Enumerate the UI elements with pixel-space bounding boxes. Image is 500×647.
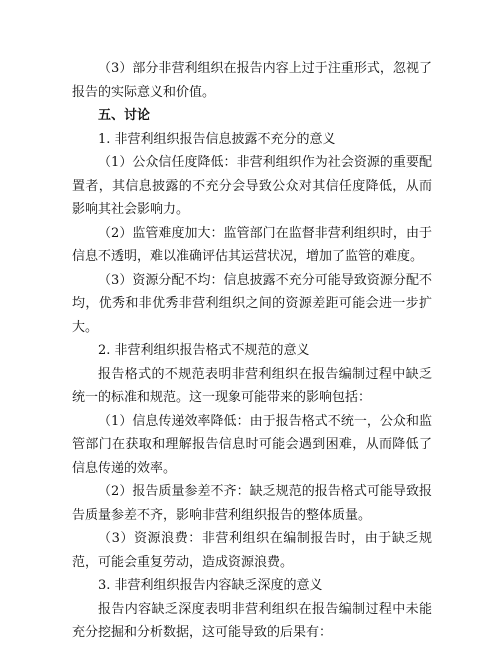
section-heading-discussion: 五、讨论 [98,108,151,123]
paragraph-depth-intro: 报告内容缺乏深度表明非营利组织在报告编制过程中未能充分挖掘和分析数据，这可能导致的后果有： [72,601,432,640]
subheading-content-depth: 3. 非营利组织报告内容缺乏深度的意义 [98,578,323,593]
paragraph-resource-waste: （3）资源浪费：非营利组织在编制报告时，由于缺乏规范，可能会重复劳动，造成资源浪费。 [72,531,432,570]
subheading-format-irregular: 2. 非营利组织报告格式不规范的意义 [98,343,310,358]
document-body [72,57,432,645]
paragraph-regulation-difficulty: （2）监管难度加大：监管部门在监督非营利组织时，由于信息不透明，难以准确评估其运营状况，增加了监管的难度。 [72,225,432,264]
subheading-disclosure-insufficient: 1. 非营利组织报告信息披露不充分的意义 [98,131,336,147]
paragraph-resource-allocation: （3）资源分配不均：信息披露不充分可能导致资源分配不均，优秀和非优秀非营利组织之间的资源差距可能会进一步扩大。 [72,272,432,335]
paragraph-information-efficiency: （1）信息传递效率降低：由于报告格式不统一，公众和监管部门在获取和理解报告信息时可能会遇到困难，从而降低了信息传递的效率。 [72,413,432,476]
paragraph-format-intro: 报告格式的不规范表明非营利组织在报告编制过程中缺乏统一的标准和规范。这一现象可能带来的影响包括： [72,366,432,405]
paragraph-report-quality: （2）报告质量参差不齐：缺乏规范的报告格式可能导致报告质量参差不齐，影响非营利组织报告的整体质量。 [72,484,432,523]
paragraph-point-3-form-over-substance: （3）部分非营利组织在报告内容上过于注重形式，忽视了报告的实际意义和价值。 [72,61,432,100]
paragraph-public-trust: （1）公众信任度降低：非营利组织作为社会资源的重要配置者，其信息披露的不充分会导致公众对其信任度降低，从而影响其社会影响力。 [72,155,432,217]
